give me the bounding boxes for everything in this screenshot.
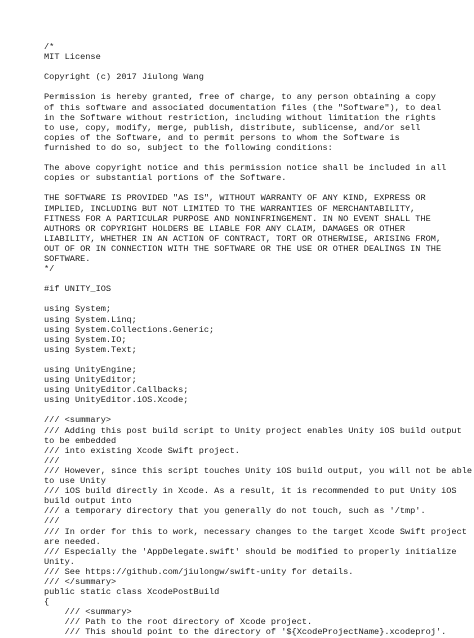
code-line: Copyright (c) 2017 Jiulong Wang (44, 72, 204, 83)
code-line: using UnityEngine; (44, 365, 137, 375)
code-line: /// </summary> (44, 576, 117, 587)
code-line: using System.IO; (44, 334, 127, 345)
code-line: Unity. (44, 556, 75, 567)
code-line: /// <summary> (44, 415, 112, 426)
code-line: to use Unity (44, 476, 106, 487)
code-line: using System.Collections.Generic; (44, 324, 215, 335)
code-line: of this software and associated documentation files (the "Software"), to deal (44, 102, 442, 113)
code-document (44, 42, 473, 638)
code-line: /// into existing Xcode Swift project. (44, 445, 240, 456)
code-line: /// Adding this post build script to Unity project enables Unity iOS build output (44, 425, 462, 436)
code-line (44, 82, 464, 92)
code-line (44, 405, 464, 415)
code-line: using System.Linq; (44, 314, 137, 325)
code-line: copies of the Software, and to permit persons to whom the Software is (44, 132, 400, 143)
code-line: IMPLIED, INCLUDING BUT NOT LIMITED TO THE WARRANTIES OF MERCHANTABILITY, (44, 203, 416, 214)
code-line: using System; (44, 304, 112, 315)
code-line: using UnityEditor.iOS.Xcode; (44, 395, 189, 406)
code-line: LIABILITY, WHETHER IN AN ACTION OF CONTRACT, TORT OR OTHERWISE, ARISING FROM, (44, 233, 442, 244)
code-line: THE SOFTWARE IS PROVIDED "AS IS", WITHOUT WARRANTY OF ANY KIND, EXPRESS OR (44, 193, 426, 204)
code-line: copies or substantial portions of the Software. (44, 173, 287, 184)
code-line: /// iOS build directly in Xcode. As a result, it is recommended to put Unity iOS (44, 486, 457, 497)
code-line: SOFTWARE. (44, 253, 91, 264)
code-line: furnished to do so, subject to the following conditions: (44, 142, 333, 153)
code-line: /// In order for this to work, necessary changes to the target Xcode Swift project (44, 526, 467, 537)
code-line: /* (44, 42, 55, 52)
code-line: /// Especially the 'AppDelegate.swift' should be modified to properly initialize (44, 546, 457, 557)
code-line: are needed. (44, 536, 101, 547)
code-line: public static class XcodePostBuild (44, 587, 220, 598)
code-line (44, 355, 464, 365)
code-line (44, 153, 464, 163)
code-line: /// This should point to the directory of '${XcodeProjectName}.xcodeproj'. (44, 627, 447, 638)
code-line: /// (44, 455, 60, 466)
code-line: to be embedded (44, 435, 117, 446)
code-line: MIT License (44, 52, 101, 63)
code-line: build output into (44, 496, 132, 507)
code-line: /// See https://github.com/jiulongw/swift-unity for details. (44, 566, 354, 577)
code-line: Permission is hereby granted, free of charge, to any person obtaining a copy (44, 92, 436, 103)
code-line: /// <summary> (44, 607, 132, 618)
code-line: AUTHORS OR COPYRIGHT HOLDERS BE LIABLE FOR ANY CLAIM, DAMAGES OR OTHER (44, 223, 405, 234)
code-line: { (44, 597, 50, 608)
code-line: /// Path to the root directory of Xcode project. (44, 617, 313, 628)
code-line: /// a temporary directory that you generally do not touch, such as '/tmp'. (44, 506, 426, 517)
code-line: FITNESS FOR A PARTICULAR PURPOSE AND NONINFRINGEMENT. IN NO EVENT SHALL THE (44, 213, 431, 224)
code-line (44, 274, 464, 284)
code-line: #if UNITY_IOS (44, 284, 112, 295)
code-line (44, 183, 464, 193)
code-line: in the Software without restriction, including without limitation the rights (44, 112, 436, 123)
code-line (44, 62, 464, 72)
code-line (44, 294, 464, 304)
code-line: using System.Text; (44, 344, 137, 355)
code-line: /// (44, 516, 60, 527)
code-line: OUT OF OR IN CONNECTION WITH THE SOFTWARE OR THE USE OR OTHER DEALINGS IN THE (44, 243, 442, 254)
code-line: using UnityEditor; (44, 375, 137, 386)
code-line: */ (44, 264, 55, 275)
code-line: The above copyright notice and this permission notice shall be included in all (44, 163, 447, 174)
code-line: /// However, since this script touches Unity iOS build output, you will not be able (44, 465, 473, 476)
code-line: using UnityEditor.Callbacks; (44, 385, 189, 396)
code-line: to use, copy, modify, merge, publish, distribute, sublicense, and/or sell (44, 122, 421, 133)
